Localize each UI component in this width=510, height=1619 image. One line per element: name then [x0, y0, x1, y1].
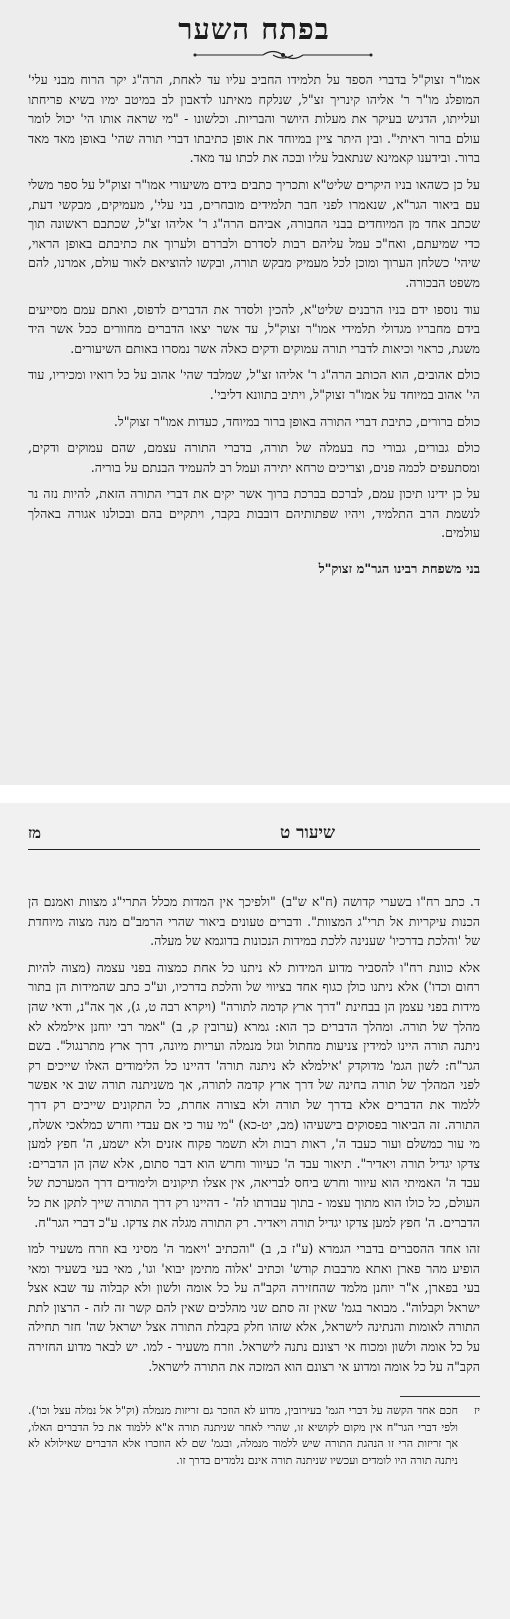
preface-signature: בני משפחת רבינו הגר"מ זצוק"ל	[318, 562, 480, 578]
lesson-paragraph: אלא כוונת רח"ו להסביר מדוע המידות לא ניתנו כל אחת כמצוה בפני עצמה (מצוה להיות רחום וכדו') אלא ניתנו כולן כגוף אחד בציווי של והלכת בדרכיו, וע"כ כתב שהמידות הן בתור מידות בפני עצמן הן בבחינת "דרך ארץ קדמה לתורה" (ויקרא רבה ט, ג), אך אה"נ, ודאי שהן מהלך של תורה. ומהלך הדברים כך הוא: גמרא (ערובין ק, ב) "אמר רבי יוחנן אילמלא לא ניתנה תורה היינו למידין צניעות מחתול וגזל מנמלה ועריות מיונה, דרך ארץ מתרנגול". בשם הגר"ח: לשון הגמ' מדוקדק 'אילמלא לא ניתנה תורה' דהיינו כל הלימודים האלו שייכים רק לפני המהלך של תורה בחינה של דרך ארץ קדמה לתורה, אך משניתנה תורה שוב אי אפשר ללמוד את הדברים אלא בדרך של תורה ולא בצורה אחרת, כל התקונים שייכים רק דרך התורה. זה הביאור בפסוקים בישעיהו (מב, יט-כא) "מי עור כי אם עבדי וחרש כמלאכי אשלח, מי עור כמשלם ועור כעבד ה', ראות רבות ולא תשמר פקוח אזנים ולא ישמע, ה' חפץ למען צדקו יגדיל תורה ויאדיר". תיאור עבד ה' כעיוור וחרש הוא דבר סתום, אלא שהן הן הדברים: עבד ה' האמיתי הוא עיוור וחרש ביחס לבריאה, אין אצלו תיקונים ולימודים דרך המערכת של העולם, כל כולו הוא מתוך עצמו - בתוך עבודתו לה' - דהיינו רק דרך התורה שייך לתקן את כל הדברים. ה' חפץ למען צדקו יגדיל תורה ויאדיר. רק התורה מגלה את צדקו. ע"כ דברי הגר"ח.	[28, 959, 480, 1230]
preface-paragraph: על כן כשהאו בניו היקרים שליט"א ותכריך כתבים בידם משיעורי אמו"ר זצוק"ל על ספר משלי עם ביאור הגר"א, שנאמרו לפני חבר תלמידים מובחרים, בני עלי', מעמיקים, מבקשי דעת, שכתב אחד מן המיוחדים בבני החבורה, אביהם הרה"ג ר' אליהו זצ"ל, שכתבם ראשונה תוך כדי שמיעתם, ואח"כ עמל עליהם רבות לסדרם ולבררם ולערוך את כתיבתם באופן הראוי, שיהי' כשלחן הערוך ומוכן לכל מעמיק מבקש תורה, ובקשו להוציאם לאור עולם, אמרנו, להם משפט הבכורה.	[28, 176, 480, 290]
page-number: מז	[28, 824, 42, 842]
footnote	[28, 1403, 480, 1469]
ornament-divider-icon	[193, 48, 373, 62]
preface-paragraph: כולם גבורים, גבורי כח בעמלה של תורה, בדברי התורה עצמם, שהם עמוקים ודקים, ומסתעפים לכמה פנים, וצריכים טרחא יתירה ועמל רב להעמיד הבנתם על בוריה.	[28, 440, 480, 475]
running-title: שיעור ט	[279, 823, 335, 843]
lesson-paragraph: ד. כתב רח"ו בשערי קדושה (ח"א ש"ב) "ולפיכך אין המדות מכלל התרי"ג מצוות ואמנם הן הכנות עיקריות אל תרי"ג המצוות". ודברים טעונים ביאור שהרי הרמב"ם מנה מצוה מיוחדת של 'והלכת בדרכיו' שענינה ללכת במידות הנכונות בדוגמא של מעלה.	[28, 894, 480, 949]
preface-paragraph: כולם ברורים, כתיבת דברי התורה באופן ברור במיוחד, כעדות אמו"ר זצוק"ל.	[113, 413, 480, 429]
preface-paragraph: אמו"ר זצוק"ל בדברי הספד על תלמידו החביב עליו עד לאחת, הרה"ג יקר הרוח מבני עלי' המופלג מו"ר ר' אליהו קינריך זצ"ל, שנלקח מאיתנו לדאבון לב במיטב ימיו בשיא פריחתו ועלייתו, הדגיש בעיקר את מעלות היושר והבריות. וכלשונו - "מי שראה אותו הי' יכול לומר עולם ברור ראיתי". ובין היתר ציין במיוחד את אופן כתיבתו דברי תורה שהי' באופן מאד מאד ברור. ובידענו קאמינא שנתאבל עליו ובכה את לכתו עד מאד.	[28, 72, 480, 166]
footnote-number: יז	[474, 1404, 480, 1418]
page-gap	[0, 785, 510, 803]
lesson-body	[28, 892, 480, 1376]
preface-body	[28, 70, 480, 543]
lesson-page	[0, 803, 510, 1619]
preface-header	[28, 0, 480, 70]
running-header	[28, 823, 480, 850]
footnote-text: חכם אחד הקשה על דברי הגמ' בעירובין, מדוע לא הוזכר גם זריזות מנמלה (וק"ל אל נמלה עצל וכו'). ולפי דברי הגר"ח אין מקום לקושיא זו, שהרי לאחר שניתנה תורה א"א ללמוד את כל הדברים האלו, אך זריזות הרי זו הנהגת התורה שיש ללמוד מנמלה, ובגמ' שם לא הוזכרו אלא הדברים שאילולא לא ניתנה תורה היו לומדים ועכשיו שניתנה תורה אינם נלמדים בדרך זו.	[28, 1404, 458, 1467]
lesson-paragraph: זהו אחד ההסברים בדברי הגמרא (ע"ז ב, ב) "והכתיב 'ויאמר ה' מסיני בא וזרח משעיר למו הופיע מהר פארן ואתא מרבבות קודש' וכתיב 'אלוה מתימן יבוא' וגו', מאי בעי בשעיר ומאי בעי בפארן, א"ר יוחנן מלמד שהחזירה הקב"ה על כל אומה ולשון ולא קבלוה עד שבא אצל ישראל וקבלוה". מבואר בגמ' שאין זה סתם שני מהלכים שאין להם קשר זה לזה - הרצון לתת התורה לאומות והנתינה לישראל, אלא שזהו חלק בקבלת התורה אצל ישראל שה' חזר תחילה על כל אומה ולשון ומכוח אי רצונם נתנה לישראל. וזרח משעיר - למו. יש לבאר מדוע החזירה הקב"ה על כל אומה ומדוע אי רצונם הוא המזכה את התורה לישראל.	[28, 1241, 480, 1374]
preface-title: בפתח השער	[178, 12, 330, 46]
preface-page	[0, 0, 510, 785]
preface-paragraph: כולם אהובים, הוא הכותב הרה"ג ר' אליהו זצ"ל, שמלבד שהי' אהוב על כל רואיו ומכיריו, עוד הי' אהוב במיוחד על אמו"ר זצוק"ל, ויתיב בתוונא דליבי'.	[28, 367, 480, 402]
footnote-separator	[400, 1396, 480, 1397]
preface-paragraph: על כן ידינו תיכון עמם, לברכם בברכת ברוך אשר יקים את דברי התורה הזאת, להיות נזה נר לנשמת הרב התלמיד, ויהיו שפתותיהם דובבות בקבר, ויתקיים בהם ובכולנו אגורה באהלך עולמים.	[28, 486, 480, 541]
preface-paragraph: עוד נוספו ידם בניו הרבנים שליט"א, להכין ולסדר את הדברים לדפוס, ואתם עמם מסייעים בידם מחבריו מגדולי תלמידי אמו"ר זצוק"ל, עד אשר יצאו הדברים מחוורים ככל אשר היד משגת, כראוי וכיאות לדברי תורה עמוקים ודקים כאלה אשר נמסרו באותם השיעורים.	[28, 301, 480, 356]
